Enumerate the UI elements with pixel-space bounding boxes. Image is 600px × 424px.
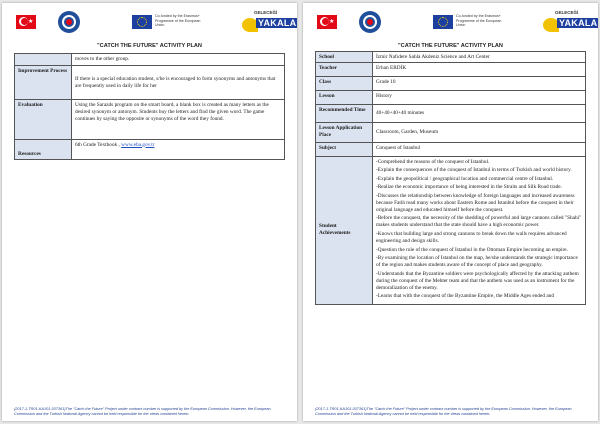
table-row bbox=[316, 91, 586, 105]
page-header bbox=[311, 9, 598, 37]
table-row bbox=[15, 140, 285, 160]
project-logo bbox=[242, 10, 297, 34]
table-row bbox=[316, 143, 586, 157]
lesson-label: Lesson bbox=[316, 91, 373, 105]
resources-label: Resources bbox=[15, 140, 72, 160]
achievement-item: -Learns that with the conquest of the Byzantine Empire, the Middle Ages ended and bbox=[376, 293, 554, 300]
resources-link[interactable]: www.eba.gov.tr bbox=[121, 141, 155, 148]
improvement-label: Improvement Process bbox=[15, 66, 72, 100]
table-row bbox=[316, 52, 586, 63]
lesson-value: History bbox=[373, 91, 586, 105]
turkey-flag-icon: ★ bbox=[317, 15, 337, 29]
achievement-item: -By examining the location of Istanbul on the map, he/she understands the strategic importance of the region and makes students aware of the concept of place and geography. bbox=[376, 255, 578, 269]
page-footer: (2017-1-TR01-KA101-037361)The "Catch the Future" Project under contract number is supported by the European Commission. However, the European Commission and the Turkish National Agency cannot be held responsible for the views contained herein. bbox=[315, 406, 586, 417]
achievement-item: -Realize the economic importance of being interested in the Straits and Silk Road trade. bbox=[376, 184, 562, 191]
erasmus-cofunded-logo bbox=[132, 14, 212, 30]
subject-label: Subject bbox=[316, 143, 373, 157]
table-row bbox=[15, 66, 285, 100]
school-label: School bbox=[316, 52, 373, 63]
evaluation-value: Using the Sarazds program on the smart board, a blank box is created as many letters as the desired synonym or antonym. Students buy the letters and find the given word. The game continues by saying the opposite or synonyms of the word they found. bbox=[72, 100, 285, 140]
achievement-item: -Comprehend the reasons of the conquest of Istanbul. bbox=[376, 158, 490, 165]
project-logo-word: YAKALA bbox=[258, 18, 297, 28]
subject-value: Conquest of Istanbul bbox=[373, 143, 586, 157]
achievement-item: -Understands that the Byzantine soldiers were psychologically affected by the attacking anthem during the conquest of the Mehter team and that the anthem was used as an instrument for the demoralization of the enemy. bbox=[376, 270, 579, 291]
turkey-flag-icon: ★ bbox=[16, 15, 36, 29]
class-value: Grade 10 bbox=[373, 77, 586, 91]
document-page-right bbox=[303, 3, 598, 421]
eu-flag-icon bbox=[433, 15, 453, 29]
teacher-value: Erhan ERDİK bbox=[373, 63, 586, 77]
table-row bbox=[316, 157, 586, 305]
plan-title: "CATCH THE FUTURE" ACTIVITY PLAN bbox=[398, 43, 503, 49]
achievement-item: -Question the role of the conquest of Istanbul in the Ottoman Empire becoming an empire. bbox=[376, 246, 568, 253]
plan-title: "CATCH THE FUTURE" ACTIVITY PLAN bbox=[97, 43, 202, 49]
document-page-left bbox=[2, 3, 297, 421]
turkish-national-agency-logo-icon bbox=[58, 11, 84, 33]
table-row bbox=[15, 54, 285, 66]
project-logo-top: GELECEĞİ bbox=[254, 10, 278, 15]
activity-plan-table bbox=[14, 53, 285, 160]
erasmus-cofunded-logo bbox=[433, 14, 513, 30]
achievements-label: Student Achievements bbox=[316, 157, 373, 305]
continuation-text: moves to the other group. bbox=[72, 54, 285, 66]
achievement-item: -Knows that building large and strong cannons to break down the walls requires advanced engineering and design skills. bbox=[376, 231, 567, 245]
place-value: Classroom, Garden, Museum bbox=[373, 123, 586, 143]
eu-caption: Co-funded by the Erasmus+ Programme of the European Union bbox=[456, 14, 502, 27]
teacher-label: Teacher bbox=[316, 63, 373, 77]
achievement-item: -Discusses the relationship between knowledge of foreign languages and increased awareness because Fatih read many works about Eastern Rome and Istanbul before the conquest in their original language and educated himself before the conquest. bbox=[376, 192, 575, 213]
place-label: Lesson Application Place bbox=[316, 123, 373, 143]
page-header bbox=[10, 9, 297, 37]
resources-value bbox=[72, 140, 285, 160]
table-row bbox=[316, 63, 586, 77]
resources-text: 6th Grade Textbook , bbox=[75, 141, 120, 148]
page-footer: (2017-1-TR01-KA101-037361)The "Catch the Future" Project under contract number is supported by the European Commission. However, the European Commission and the Turkish National Agency cannot be held responsible for the views contained herein. bbox=[14, 407, 271, 416]
eu-caption: Co-funded by the Erasmus+ Programme of the European Union bbox=[155, 14, 201, 27]
table-row bbox=[316, 77, 586, 91]
class-label: Class bbox=[316, 77, 373, 91]
time-label: Recommended Time bbox=[316, 105, 373, 123]
achievement-item: -Explain the geopolitical / geographical location and commercial centre of Istanbul. bbox=[376, 175, 554, 182]
time-value: 40+40+40+40 minutes bbox=[373, 105, 586, 123]
project-logo-word: YAKALA bbox=[559, 18, 598, 28]
evaluation-label: Evaluation bbox=[15, 100, 72, 140]
table-row bbox=[316, 123, 586, 143]
achievements-cell bbox=[373, 157, 586, 305]
achievement-item: -Explain the consequences of the conquest of Istanbul in terms of Turkish and world history. bbox=[376, 167, 572, 174]
table-row bbox=[15, 100, 285, 140]
eu-flag-icon bbox=[132, 15, 152, 29]
achievement-item: -Before the conquest, the necessity of the shedding of powerful and large cannons called "Shahi" makes students understand that the state should have a high economic power. bbox=[376, 215, 582, 229]
row-label-empty bbox=[15, 54, 72, 66]
activity-plan-table bbox=[315, 51, 586, 305]
project-logo-top: GELECEĞİ bbox=[555, 10, 579, 15]
improvement-value: If there is a special education student, s/he is encouraged to form synonyms and antonyms that are frequently used in daily life for her bbox=[72, 66, 285, 100]
project-logo bbox=[543, 10, 598, 34]
school-value: İzmir Nafıdere Sahla Akdeniz Science and Art Center bbox=[373, 52, 586, 63]
table-row bbox=[316, 105, 586, 123]
turkish-national-agency-logo-icon bbox=[359, 11, 385, 33]
